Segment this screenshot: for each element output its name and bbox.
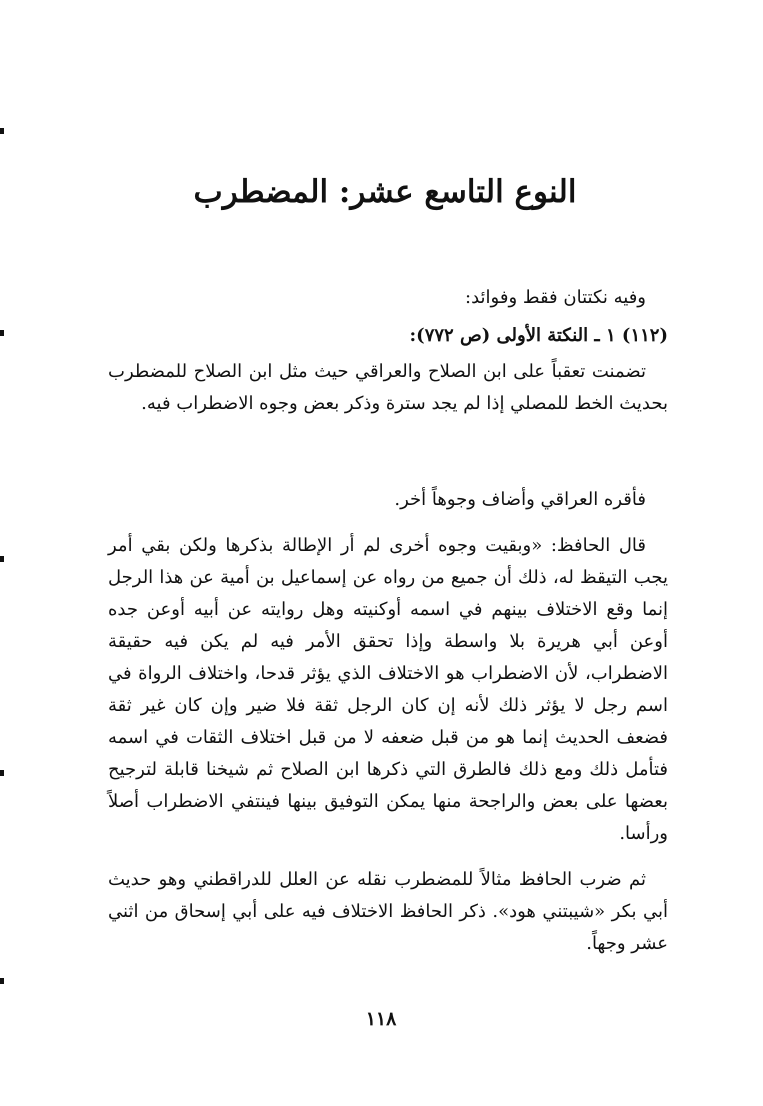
margin-mark bbox=[0, 556, 4, 562]
nukta-heading: (١١٢) ١ ـ النكتة الأولى (ص ٧٧٢): bbox=[409, 325, 668, 346]
paragraph: فأقره العراقي وأضاف وجوهاً أخر. bbox=[394, 489, 646, 510]
margin-mark bbox=[0, 128, 4, 134]
chapter-title: النوع التاسع عشر: المضطرب bbox=[193, 174, 577, 210]
margin-mark bbox=[0, 770, 4, 776]
paragraph: تضمنت تعقباً على ابن الصلاح والعراقي حيث مثل ابن الصلاح للمضطرب بحديث الخط للمصلي إذا لم يجد سترة وذكر بعض وجوه الاضطراب فيه. bbox=[108, 361, 668, 414]
intro-line: وفيه نكتتان فقط وفوائد: bbox=[465, 287, 646, 308]
quote-paragraph: قال الحافظ: «وبقيت وجوه أخرى لم أر الإطالة بذكرها ولكن بقي أمر يجب التيقظ له، ذلك أن جميع من رواه عن إسماعيل بن أمية عن هذا الرجل إنما وقع الاختلاف بينهم في اسمه أوكنيته وهل روايته عن أبيه أوعن جده أوعن أبي هريرة بلا واسطة وإذا تحقق الأمر فيه لم يكن فيه حقيقة الاضطراب، لأن الاضطراب هو الاختلاف الذي يؤثر قدحا، واختلاف الرواة في اسم رجل لا يؤثر ذلك لأنه إن كان الرجل ثقة فلا ضير وإن كان غير ثقة فضعف الحديث إنما هو من قبل ضعفه لا من قبل اختلاف الثقات في اسمه فتأمل ذلك ومع ذلك فالطرق التي ذكرها ابن الصلاح ثم شيخنا قابلة لترجيح بعضها على بعض والراجحة منها يمكن التوفيق بينها فينتفي الاضطراب أصلاً ورأسا. bbox=[108, 535, 668, 844]
paragraph: ثم ضرب الحافظ مثالاً للمضطرب نقله عن العلل للدراقطني وهو حديث أبي بكر «شيبتني هود». ذكر الحافظ الاختلاف فيه على أبي إسحاق من اثني عشر وجهاً. bbox=[108, 869, 668, 954]
margin-mark bbox=[0, 330, 4, 336]
margin-mark bbox=[0, 978, 4, 984]
page-number: ١١٨ bbox=[365, 1008, 397, 1030]
